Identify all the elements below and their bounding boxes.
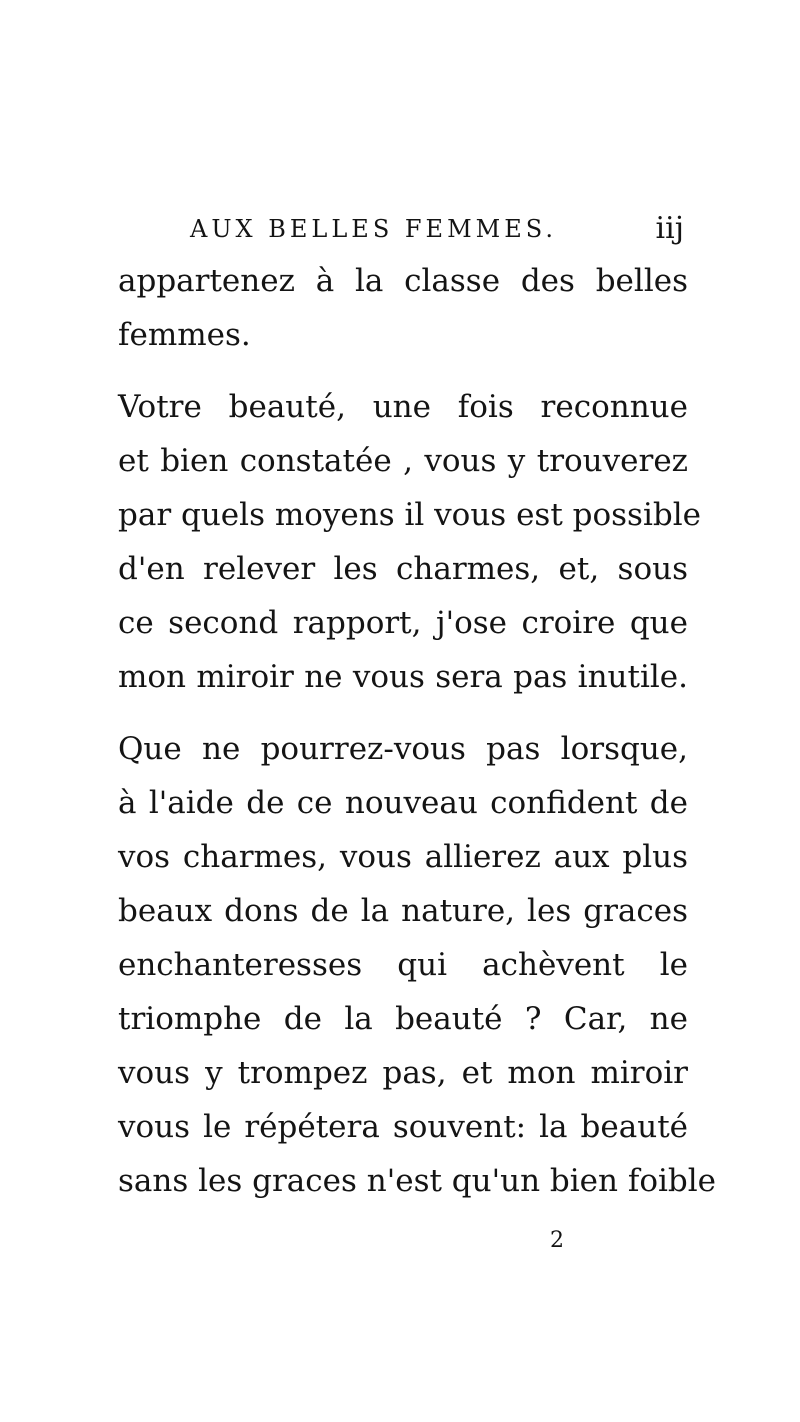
text-line: triomphe de la beauté ? Car, ne [118,1001,688,1037]
text-line: à l'aide de ce nouveau confident de [118,785,688,821]
signature-mark: 2 [550,1228,564,1253]
text-line: par quels moyens il vous est possible [118,497,701,533]
paragraph [118,380,701,704]
text-line: ce second rapport, j'ose croire que [118,605,688,641]
text-line: Que ne pourrez-vous pas lorsque, [118,731,688,767]
text-line: vous y trompez pas, et mon miroir [118,1055,688,1091]
paragraph [118,722,717,1208]
text-line: vous le répétera souvent: la beauté [118,1109,688,1145]
page-number: iij [655,211,684,246]
text-line: enchanteresses qui achèvent le [118,947,688,983]
book-page [118,204,717,1253]
text-line: appartenez à la classe des belles [118,263,688,299]
text-line: Votre beauté, une fois reconnue [118,389,688,425]
text-line: mon miroir ne vous sera pas inutile. [118,659,688,695]
body-text [118,254,717,1208]
running-title: AUX BELLES FEMMES. [190,215,557,243]
text-line: femmes. [118,317,251,353]
running-head [118,204,688,254]
paragraph-gap [118,704,688,722]
text-line: sans les graces n'est qu'un bien foible [118,1163,717,1199]
paragraph [118,254,688,362]
text-line: d'en relever les charmes, et, sous [118,551,688,587]
text-line: vos charmes, vous allierez aux plus [118,839,688,875]
text-line: beaux dons de la nature, les graces [118,893,688,929]
paragraph-gap [118,362,688,380]
text-line: et bien constatée , vous y trouverez [118,443,688,479]
